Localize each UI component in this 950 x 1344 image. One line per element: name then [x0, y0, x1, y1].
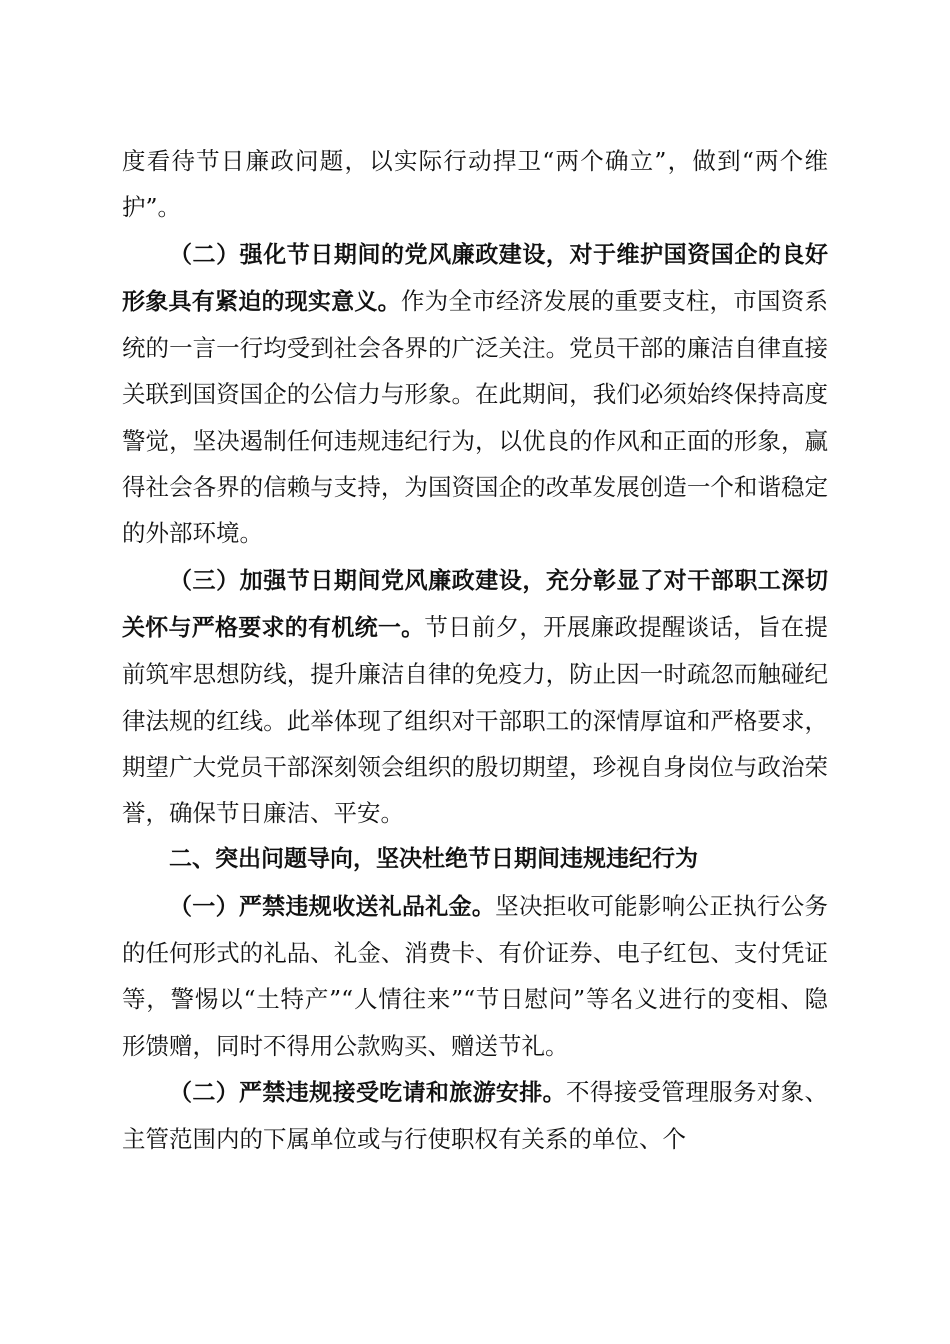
document-page	[122, 138, 828, 1163]
paragraph-section-1-item-3	[122, 557, 828, 837]
paragraph-lead: （三）加强节日期间党风廉政建设，充分彰显了对干部职工深切关怀与严格要求的有机统一。	[122, 567, 828, 641]
paragraph-section-1-item-2	[122, 231, 828, 557]
section-heading-2: 二、突出问题导向，坚决杜绝节日期间违规违纪行为	[169, 846, 698, 873]
paragraph-text: 度看待节日廉政问题，以实际行动捍卫“两个确立”，做到“两个维护”。	[122, 147, 828, 222]
paragraph-text: 节日前夕，开展廉政提醒谈话，旨在提前筑牢思想防线，提升廉洁自律的免疫力，防止因一时疏忽而触碰纪律法规的红线。此举体现了组织对干部职工的深情厚谊和严格要求，期望广大党员干部深刻领会组织的殷切期望，珍视自身岗位与政治荣誉，确保节日廉洁、平安。	[122, 612, 829, 828]
paragraph-section-2-item-2	[122, 1069, 828, 1163]
paragraph-continuation	[122, 138, 828, 231]
paragraph-lead: （二）严禁违规接受吃请和旅游安排。	[169, 1079, 566, 1106]
paragraph-text: 作为全市经济发展的重要支柱，市国资系统的一言一行均受到社会各界的广泛关注。党员干部的廉洁自律直接关联到国资国企的公信力与形象。在此期间，我们必须始终保持高度警觉，坚决遏制任何违规违纪行为，以优良的作风和正面的形象，赢得社会各界的信赖与支持，为国资国企的改革发展创造一个和谐稳定的外部环境。	[122, 286, 829, 548]
paragraph-text: 坚决拒收可能影响公正执行公务的任何形式的礼品、礼金、消费卡、有价证券、电子红包、支付凭证等，警惕以“土特产”“人情往来”“节日慰问”等名义进行的变相、隐形馈赠，同时不得用公款购买、赠送节礼。	[122, 891, 829, 1060]
paragraph-lead: （一）严禁违规收送礼品礼金。	[169, 893, 496, 920]
paragraph-text: 不得接受管理服务对象、主管范围内的下属单位或与行使职权有关系的单位、个	[122, 1077, 829, 1154]
paragraph-lead: （二）强化节日期间的党风廉政建设，对于维护国资国企的良好形象具有紧迫的现实意义。	[122, 241, 828, 315]
paragraph-section-2-item-1	[122, 883, 828, 1069]
